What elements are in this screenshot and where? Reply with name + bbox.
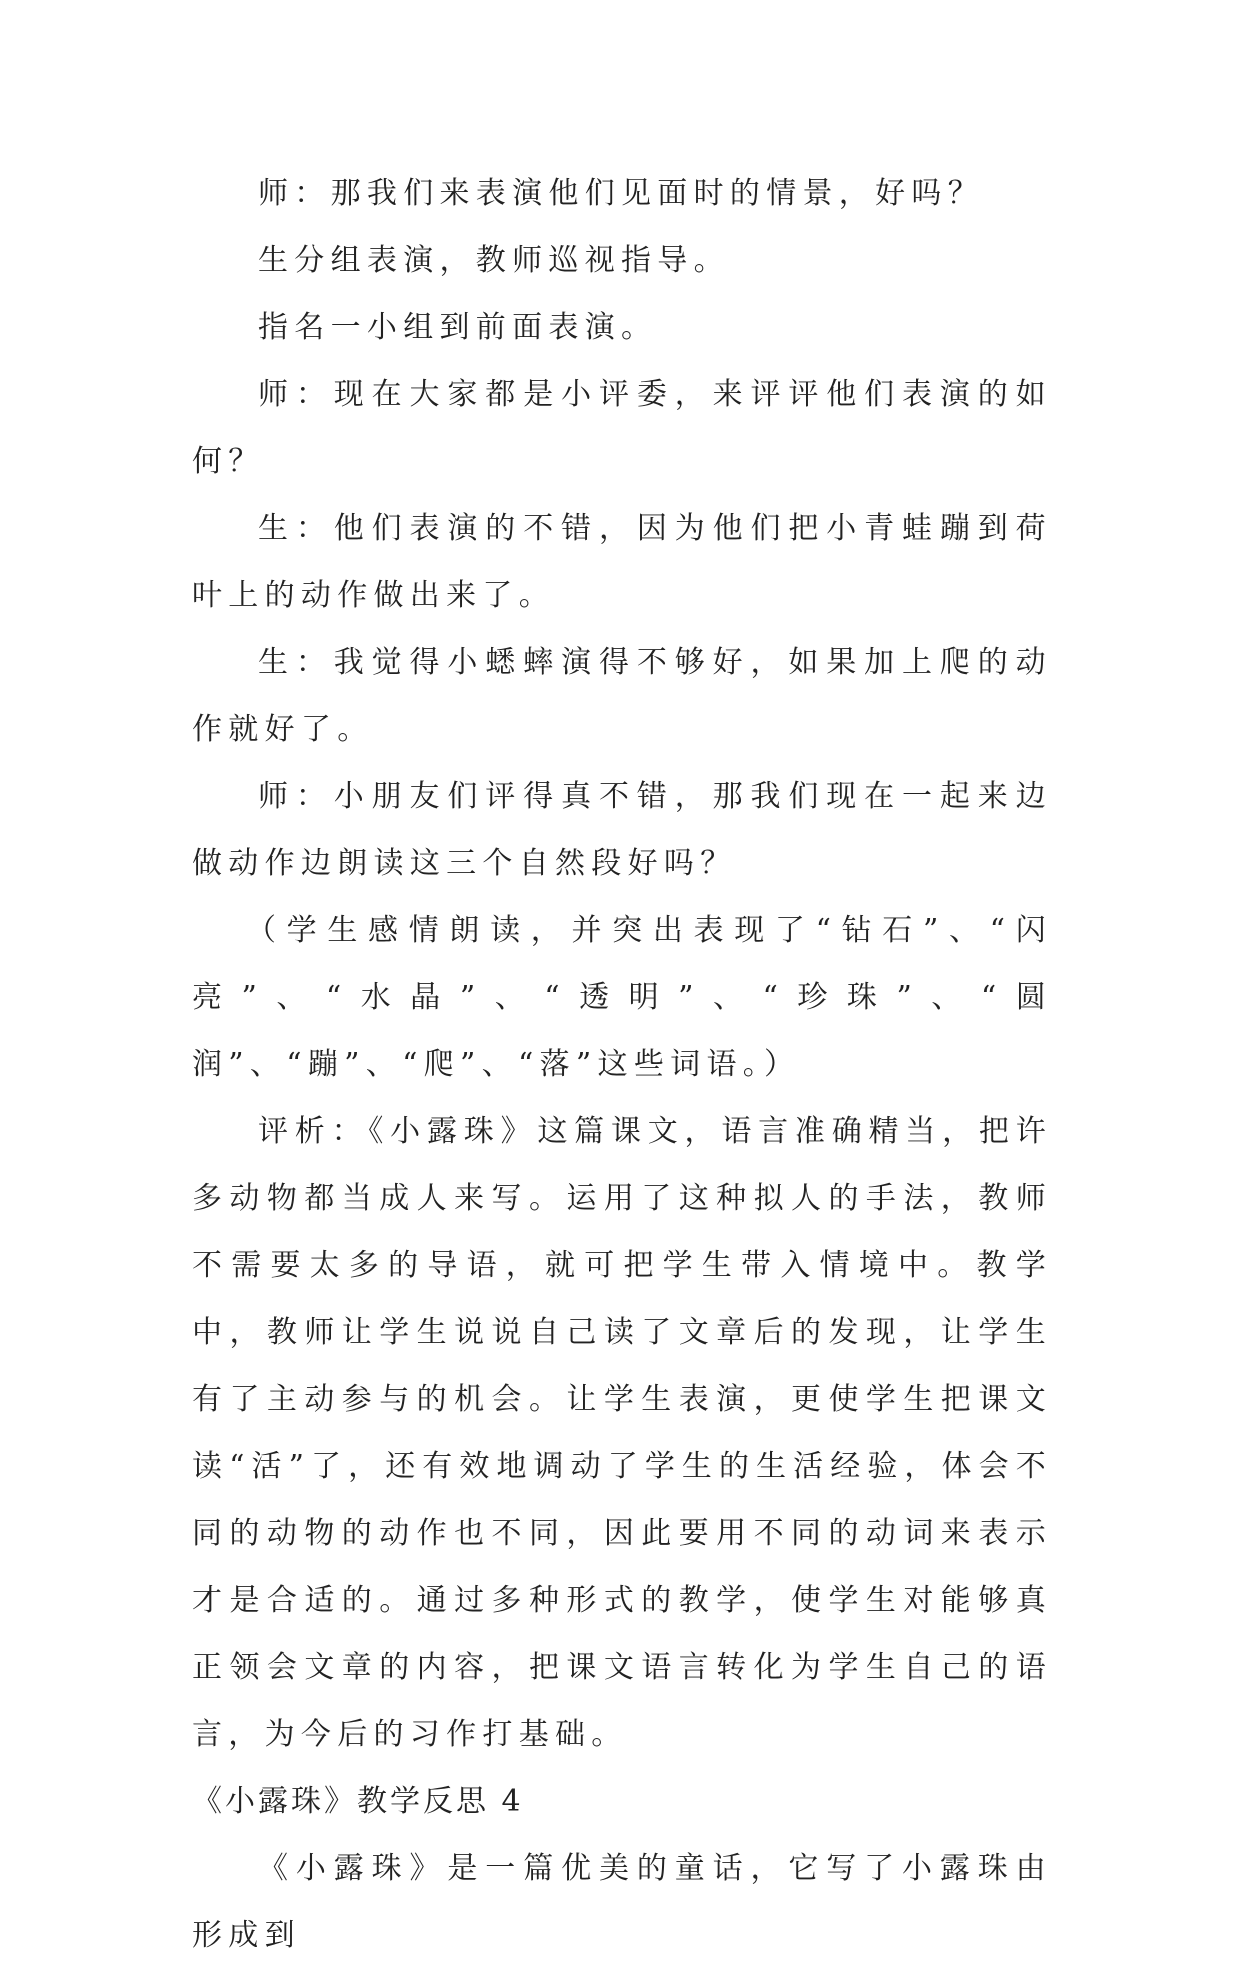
paragraph-student-frog: 生：他们表演的不错，因为他们把小青蛙蹦到荷叶上的动作做出来了。: [192, 511, 1052, 613]
paragraph-analysis: 评析：《小露珠》这篇课文，语言准确精当，把许多动物都当成人来写。运用了这种拟人的手法，教师不需要太多的导语，就可把学生带入情境中。教学中，教师让学生说说自己读了文章后的发现，让学生有了主动参与的机会。让学生表演，更使学生把课文读“活”了，还有效地调动了学生的生活经验，体会不同的动物的动作也不同，因此要用不同的动词来表示才是合适的。通过多种形式的教学，使学生对能够真正领会文章的内容，把课文语言转化为学生自己的语言，为今后的习作打基础。: [192, 1114, 1052, 1752]
document-page: [192, 160, 1052, 1969]
paragraph-student-cricket: 生：我觉得小蟋蟀演得不够好，如果加上爬的动作就好了。: [192, 645, 1052, 747]
paragraph-reading-note: （学生感情朗读，并突出表现了“钻石”、“闪亮”、“水晶”、“透明”、“珍珠”、“圆润”、“蹦”、“爬”、“落”这些词语。）: [192, 913, 1052, 1082]
paragraph-teacher-judges: 师：现在大家都是小评委，来评评他们表演的如何？: [192, 377, 1052, 479]
section-heading: 《小露珠》教学反思 4: [192, 1784, 524, 1819]
paragraph-group-front: 指名一小组到前面表演。: [258, 310, 658, 345]
paragraph-teacher-read: 师：小朋友们评得真不错，那我们现在一起来边做动作边朗读这三个自然段好吗？: [192, 779, 1052, 881]
paragraph-teacher-perform: 师：那我们来表演他们见面时的情景，好吗？: [258, 176, 984, 211]
paragraph-reflection-start: 《小露珠》是一篇优美的童话，它写了小露珠由形成到: [192, 1851, 1052, 1953]
paragraph-group-perform: 生分组表演，教师巡视指导。: [258, 243, 730, 278]
